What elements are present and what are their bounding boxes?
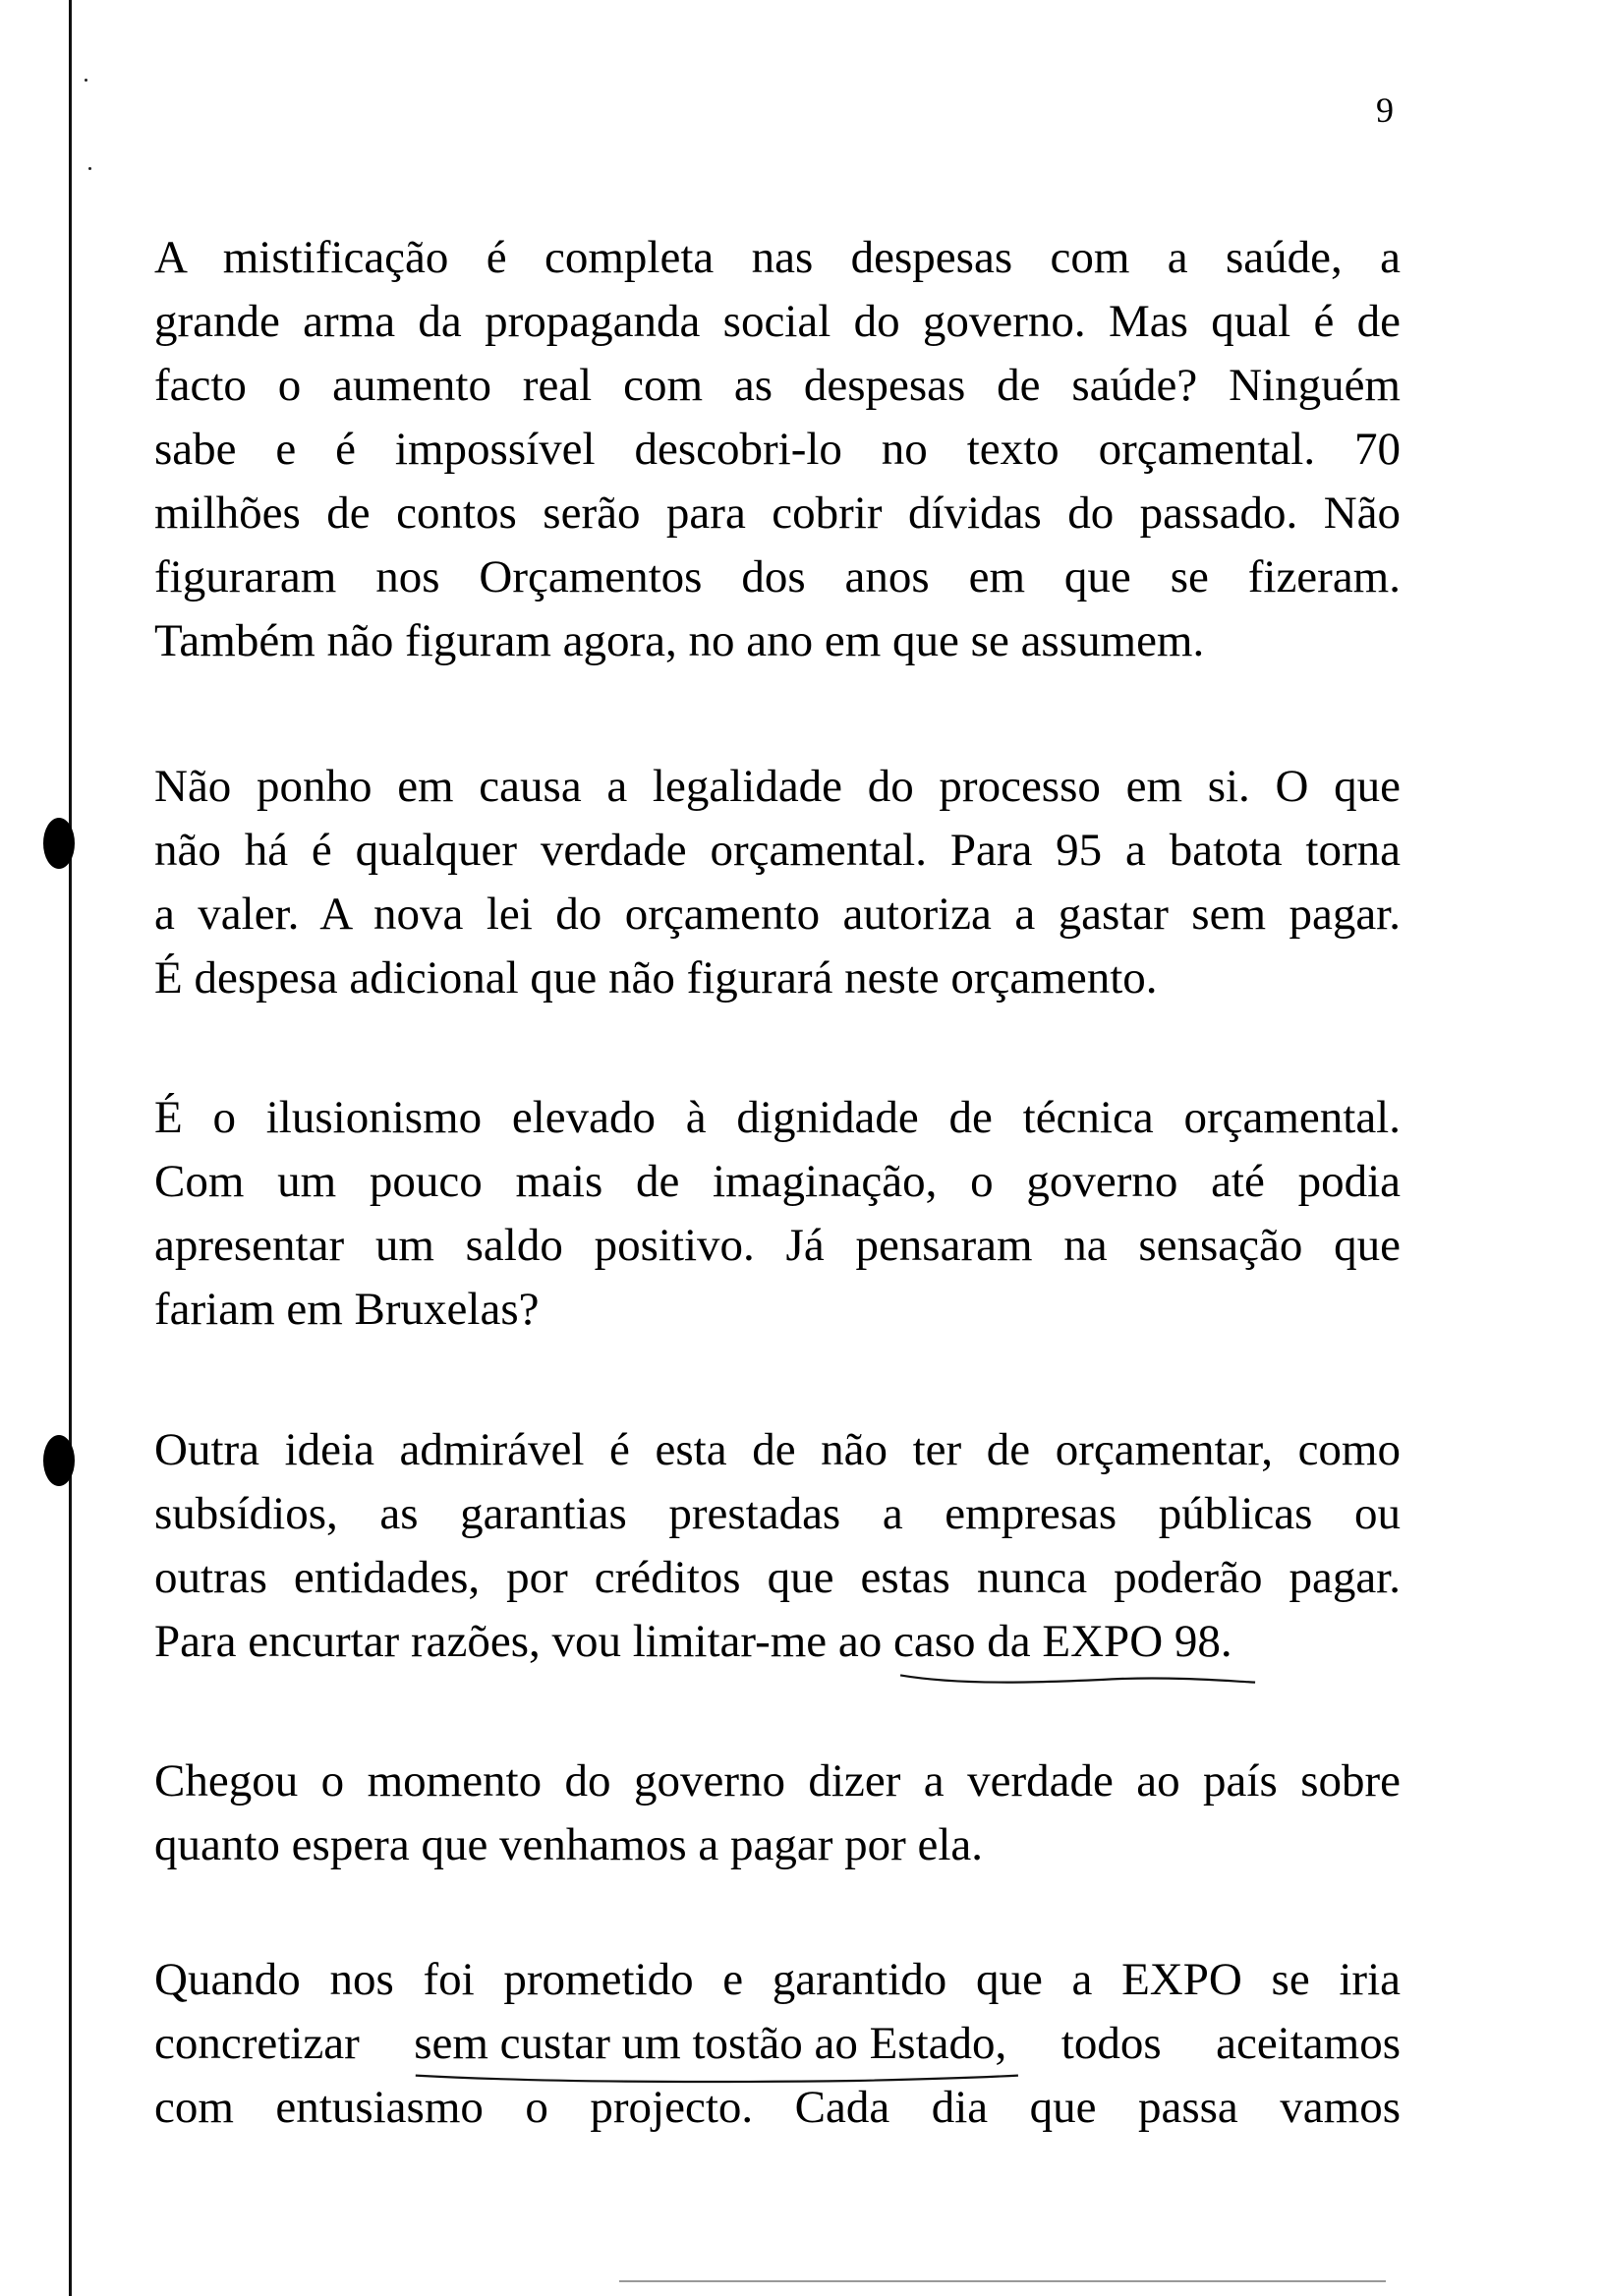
left-margin-rule: [69, 0, 72, 2296]
text-segment: em custar um tostão ao Estado: [431, 2018, 996, 2069]
text-line: fariam em Bruxelas?: [154, 1284, 540, 1335]
handwritten-underlined-text: [432, 2012, 996, 2076]
text-line: Chegou o momento do governo dizer a verdade ao país sobre: [154, 1755, 1401, 1807]
paragraph-4: [154, 1418, 1401, 1674]
text-segment: , todos aceitamos: [995, 2018, 1402, 2069]
text-line: facto o aumento real com as despesas de saúde? Ninguém: [154, 360, 1401, 411]
paragraph-2: [154, 755, 1401, 1010]
margin-speck: [85, 79, 87, 82]
text-line: sabe e é impossível descobri-lo no texto orçamental. 70: [154, 424, 1401, 475]
text-line: É o ilusionismo elevado à dignidade de técnica orçamental.: [154, 1092, 1401, 1143]
text-line: milhões de contos serão para cobrir dívidas do passado. Não: [154, 488, 1401, 539]
text-line: É despesa adicional que não figurará neste orçamento.: [154, 952, 1158, 1004]
paragraph-6: [154, 1948, 1401, 2140]
text-line: com entusiasmo o projecto. Cada dia que passa vamos: [154, 2082, 1401, 2133]
page-number: 9: [1376, 90, 1394, 130]
text-line: [154, 2012, 1401, 2076]
text-segment: so da EXPO 98: [934, 1616, 1221, 1667]
text-segment: Para encurtar razões, vou limitar-me ao ca: [154, 1616, 935, 1667]
bottom-scan-line: [619, 2280, 1386, 2282]
text-line: Com um pouco mais de imaginação, o governo até podia: [154, 1156, 1401, 1207]
text-line: subsídios, as garantias prestadas a empresas públicas ou: [154, 1488, 1401, 1539]
text-line: Também não figuram agora, no ano em que se assumem.: [154, 615, 1205, 666]
text-line: a valer. A nova lei do orçamento autoriza a gastar sem pagar.: [154, 889, 1401, 940]
paragraph-5: [154, 1750, 1401, 1877]
handwritten-underline-mark: [432, 2072, 996, 2090]
handwritten-underline-mark: [935, 1670, 1221, 1688]
text-line: Outra ideia admirável é esta de não ter de orçamentar, como: [154, 1424, 1401, 1475]
text-segment: concretizar s: [154, 2018, 432, 2069]
text-line: Não ponho em causa a legalidade do processo em si. O que: [154, 761, 1401, 812]
punch-hole-mark: [43, 818, 75, 869]
text-line: figuraram nos Orçamentos dos anos em que se fizeram.: [154, 551, 1401, 603]
text-line: grande arma da propaganda social do governo. Mas qual é de: [154, 296, 1401, 347]
punch-hole-mark: [43, 1435, 75, 1486]
paragraph-3: [154, 1086, 1401, 1342]
text-line: [154, 1610, 1401, 1674]
text-line: não há é qualquer verdade orçamental. Para 95 a batota torna: [154, 825, 1401, 876]
margin-speck: [88, 167, 91, 170]
text-segment: .: [1220, 1616, 1232, 1667]
paragraph-1: [154, 226, 1401, 673]
text-line: outras entidades, por créditos que estas nunca poderão pagar.: [154, 1552, 1401, 1603]
text-line: A mistificação é completa nas despesas com a saúde, a: [154, 232, 1401, 283]
text-line: apresentar um saldo positivo. Já pensaram na sensação que: [154, 1220, 1401, 1271]
text-line: quanto espera que venhamos a pagar por ela.: [154, 1819, 984, 1870]
handwritten-underlined-text: [935, 1610, 1221, 1674]
text-line: Quando nos foi prometido e garantido que a EXPO se iria: [154, 1954, 1401, 2005]
